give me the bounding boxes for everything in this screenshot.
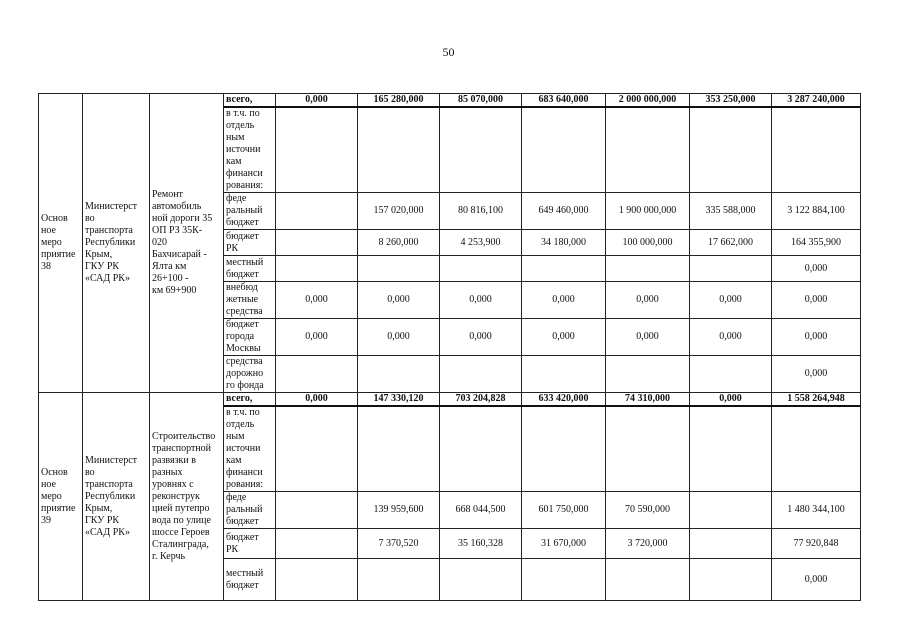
value-cell: 80 816,100 xyxy=(440,193,522,230)
value-cell: 0,000 xyxy=(690,319,772,356)
funding-source-cell: бюджет города Москвы xyxy=(224,319,276,356)
value-cell: 0,000 xyxy=(772,319,861,356)
value-cell: 353 250,000 xyxy=(690,94,772,108)
value-cell xyxy=(440,559,522,601)
value-cell: 74 310,000 xyxy=(606,393,690,407)
value-cell: 0,000 xyxy=(276,393,358,407)
value-cell: 157 020,000 xyxy=(358,193,440,230)
value-cell: 17 662,000 xyxy=(690,230,772,256)
funding-source-cell: бюджет РК xyxy=(224,529,276,559)
value-cell xyxy=(276,492,358,529)
value-cell: 4 253,900 xyxy=(440,230,522,256)
value-cell: 100 000,000 xyxy=(606,230,690,256)
value-cell: 77 920,848 xyxy=(772,529,861,559)
value-cell: 0,000 xyxy=(440,319,522,356)
value-cell: 3 122 884,100 xyxy=(772,193,861,230)
value-cell: 0,000 xyxy=(690,393,772,407)
value-cell xyxy=(772,406,861,492)
value-cell xyxy=(522,559,606,601)
value-cell: 164 355,900 xyxy=(772,230,861,256)
value-cell xyxy=(772,107,861,193)
value-cell xyxy=(690,559,772,601)
value-cell xyxy=(522,356,606,393)
value-cell: 0,000 xyxy=(690,282,772,319)
value-cell xyxy=(522,107,606,193)
value-cell: 668 044,500 xyxy=(440,492,522,529)
value-cell xyxy=(276,107,358,193)
funding-source-cell: внебюд жетные средства xyxy=(224,282,276,319)
value-cell xyxy=(276,230,358,256)
measure-cell: Основ ное меро приятие 38 xyxy=(39,94,83,393)
value-cell: 601 750,000 xyxy=(522,492,606,529)
value-cell: 165 280,000 xyxy=(358,94,440,108)
value-cell xyxy=(690,492,772,529)
value-cell xyxy=(606,356,690,393)
value-cell: 649 460,000 xyxy=(522,193,606,230)
value-cell: 633 420,000 xyxy=(522,393,606,407)
value-cell: 1 480 344,100 xyxy=(772,492,861,529)
value-cell: 3 287 240,000 xyxy=(772,94,861,108)
value-cell xyxy=(276,406,358,492)
value-cell: 70 590,000 xyxy=(606,492,690,529)
value-cell: 1 900 000,000 xyxy=(606,193,690,230)
funding-source-cell: местный бюджет xyxy=(224,559,276,601)
value-cell xyxy=(522,406,606,492)
value-cell: 0,000 xyxy=(772,559,861,601)
funding-source-cell: всего, xyxy=(224,393,276,407)
funding-source-cell: феде ральный бюджет xyxy=(224,492,276,529)
value-cell xyxy=(440,256,522,282)
value-cell xyxy=(522,256,606,282)
funding-table xyxy=(38,93,861,601)
value-cell: 8 260,000 xyxy=(358,230,440,256)
measure-cell: Основ ное меро приятие 39 xyxy=(39,393,83,601)
value-cell xyxy=(690,356,772,393)
value-cell xyxy=(690,256,772,282)
value-cell: 335 588,000 xyxy=(690,193,772,230)
value-cell xyxy=(358,559,440,601)
value-cell xyxy=(276,256,358,282)
value-cell: 85 070,000 xyxy=(440,94,522,108)
total-row xyxy=(39,393,861,407)
value-cell xyxy=(606,256,690,282)
value-cell: 1 558 264,948 xyxy=(772,393,861,407)
funding-source-cell: местный бюджет xyxy=(224,256,276,282)
total-row xyxy=(39,94,861,108)
value-cell: 34 180,000 xyxy=(522,230,606,256)
value-cell xyxy=(440,356,522,393)
value-cell xyxy=(440,107,522,193)
value-cell: 0,000 xyxy=(440,282,522,319)
value-cell: 0,000 xyxy=(358,282,440,319)
value-cell xyxy=(358,356,440,393)
value-cell xyxy=(358,256,440,282)
object-cell: Строительство транспортной развязки в разных уровнях с реконструк цией путепро вода по улице шоссе Героев Сталинграда, г. Керчь xyxy=(150,393,224,601)
value-cell xyxy=(276,356,358,393)
value-cell xyxy=(358,406,440,492)
value-cell xyxy=(276,193,358,230)
value-cell: 683 640,000 xyxy=(522,94,606,108)
value-cell: 0,000 xyxy=(276,282,358,319)
funding-source-cell: бюджет РК xyxy=(224,230,276,256)
value-cell xyxy=(358,107,440,193)
organization-cell: Министерст во транспорта Республики Крым, ГКУ РК «САД РК» xyxy=(83,393,150,601)
value-cell xyxy=(440,406,522,492)
value-cell: 0,000 xyxy=(276,319,358,356)
funding-source-cell: средства дорожно го фонда xyxy=(224,356,276,393)
value-cell: 0,000 xyxy=(772,282,861,319)
funding-source-cell: в т.ч. по отдель ным источни кам финанси рования: xyxy=(224,406,276,492)
value-cell xyxy=(276,529,358,559)
value-cell xyxy=(690,107,772,193)
value-cell: 2 000 000,000 xyxy=(606,94,690,108)
value-cell: 35 160,328 xyxy=(440,529,522,559)
value-cell xyxy=(690,529,772,559)
funding-source-cell: в т.ч. по отдель ным источни кам финанси рования: xyxy=(224,107,276,193)
value-cell xyxy=(606,406,690,492)
value-cell: 0,000 xyxy=(522,319,606,356)
table-body xyxy=(39,94,861,601)
value-cell: 0,000 xyxy=(772,256,861,282)
value-cell: 3 720,000 xyxy=(606,529,690,559)
value-cell: 0,000 xyxy=(358,319,440,356)
organization-cell: Министерст во транспорта Республики Крым, ГКУ РК «САД РК» xyxy=(83,94,150,393)
value-cell: 31 670,000 xyxy=(522,529,606,559)
value-cell: 703 204,828 xyxy=(440,393,522,407)
value-cell: 147 330,120 xyxy=(358,393,440,407)
object-cell: Ремонт автомобиль ной дороги 35 ОП РЗ 35К- 020 Бахчисарай - Ялта км 26+100 - км 69+900 xyxy=(150,94,224,393)
page-number: 50 xyxy=(442,45,455,59)
value-cell: 7 370,520 xyxy=(358,529,440,559)
value-cell: 0,000 xyxy=(772,356,861,393)
value-cell: 0,000 xyxy=(522,282,606,319)
value-cell: 0,000 xyxy=(276,94,358,108)
value-cell: 0,000 xyxy=(606,282,690,319)
funding-source-cell: феде ральный бюджет xyxy=(224,193,276,230)
value-cell: 0,000 xyxy=(606,319,690,356)
value-cell xyxy=(276,559,358,601)
value-cell xyxy=(606,559,690,601)
value-cell xyxy=(606,107,690,193)
funding-source-cell: всего, xyxy=(224,94,276,108)
value-cell xyxy=(690,406,772,492)
value-cell: 139 959,600 xyxy=(358,492,440,529)
